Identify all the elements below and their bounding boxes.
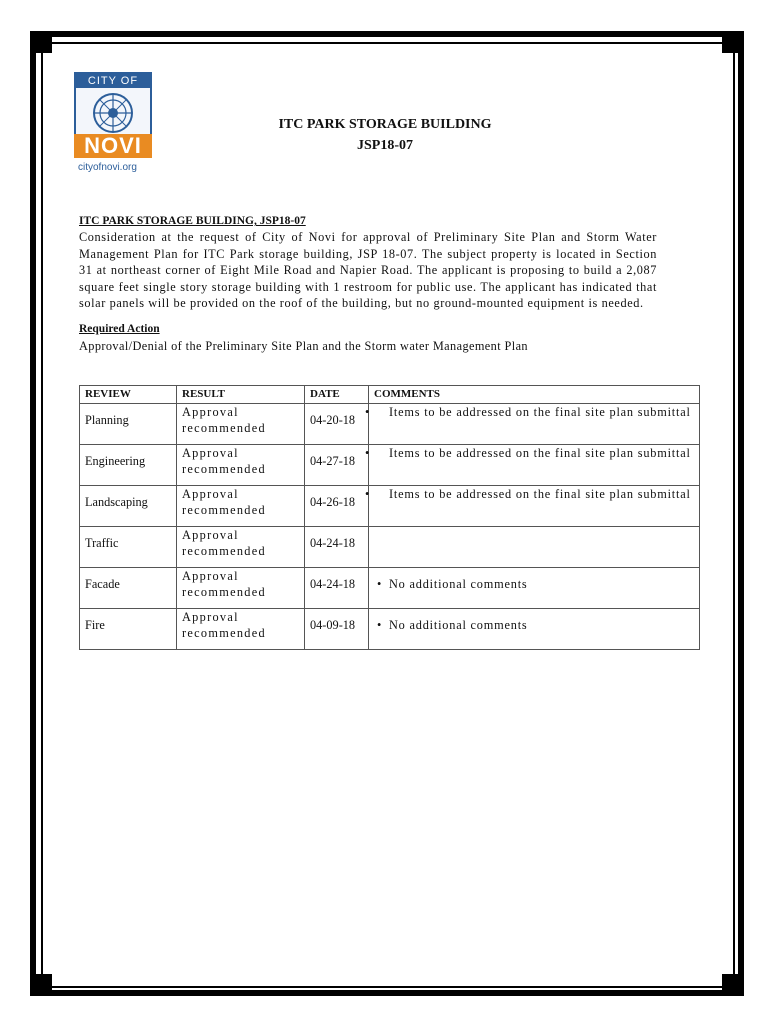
title-line-2: JSP18-07	[357, 138, 413, 153]
description-paragraph: Consideration at the request of City of Novi for approval of Preliminary Site Plan and Storm Water Management Plan for ITC Park storage building, JSP 18-07. The subject property is located in Section 31 at northeast corner of Eight Mile Road and Napier Road. The applicant is proposing to build a 2,087 square feet single story storage building with 1 restroom for public use. The applicant has indicated that solar panels will be provided on the roof of the building, but no ground-mounted equipment is needed.	[79, 230, 657, 311]
review-cell: Fire	[80, 609, 177, 650]
comment-cell	[369, 568, 700, 609]
bullet-icon: •	[365, 446, 371, 460]
table-row	[80, 527, 700, 568]
table-header-row	[80, 386, 700, 404]
document-title	[0, 114, 770, 156]
comment-text: No additional comments	[389, 618, 528, 632]
table-row	[80, 486, 700, 527]
bullet-icon: •	[365, 405, 371, 419]
date-cell: 04-09-18	[305, 609, 369, 650]
comment-text: Items to be addressed on the final site plan submittal	[389, 487, 691, 501]
date-cell: 04-20-18	[305, 404, 369, 445]
header-comments: COMMENTS	[369, 386, 700, 404]
review-table	[79, 385, 700, 650]
logo-novi-text: NOVI	[74, 134, 152, 158]
bullet-icon: •	[377, 577, 383, 591]
comment-cell	[365, 445, 700, 486]
review-cell: Engineering	[80, 445, 177, 486]
result-cell: Approval recommended	[177, 609, 305, 650]
table-row	[80, 609, 700, 650]
result-cell: Approval recommended	[177, 445, 305, 486]
section-heading: ITC PARK STORAGE BUILDING, JSP18-07	[79, 215, 306, 227]
title-line-1: ITC PARK STORAGE BUILDING	[278, 117, 492, 132]
result-cell: Approval recommended	[177, 527, 305, 568]
comment-cell	[365, 404, 700, 445]
result-cell: Approval recommended	[177, 404, 305, 445]
required-action-text: Approval/Denial of the Preliminary Site Plan and the Storm water Management Plan	[79, 338, 528, 353]
comment-text: No additional comments	[389, 577, 528, 591]
result-cell: Approval recommended	[177, 568, 305, 609]
date-cell: 04-26-18	[305, 486, 369, 527]
review-cell: Traffic	[80, 527, 177, 568]
document-body	[79, 213, 657, 354]
logo-city-of-text: CITY OF	[76, 74, 150, 88]
review-cell: Landscaping	[80, 486, 177, 527]
review-cell: Facade	[80, 568, 177, 609]
logo-url: cityofnovi.org	[78, 162, 137, 173]
header-date: DATE	[305, 386, 369, 404]
comment-text: Items to be addressed on the final site plan submittal	[389, 405, 691, 419]
header-result: RESULT	[177, 386, 305, 404]
table-row	[80, 568, 700, 609]
result-cell: Approval recommended	[177, 486, 305, 527]
table-row	[80, 445, 700, 486]
comment-text: Items to be addressed on the final site plan submittal	[389, 446, 691, 460]
comment-cell	[365, 486, 700, 527]
comment-cell	[369, 609, 700, 650]
table-row	[80, 404, 700, 445]
date-cell: 04-24-18	[305, 527, 369, 568]
comment-cell-empty	[369, 527, 700, 568]
date-cell: 04-27-18	[305, 445, 369, 486]
bullet-icon: •	[377, 618, 383, 632]
date-cell: 04-24-18	[305, 568, 369, 609]
bullet-icon: •	[365, 487, 371, 501]
review-cell: Planning	[80, 404, 177, 445]
header-review: REVIEW	[80, 386, 177, 404]
required-action-heading: Required Action	[79, 323, 160, 336]
